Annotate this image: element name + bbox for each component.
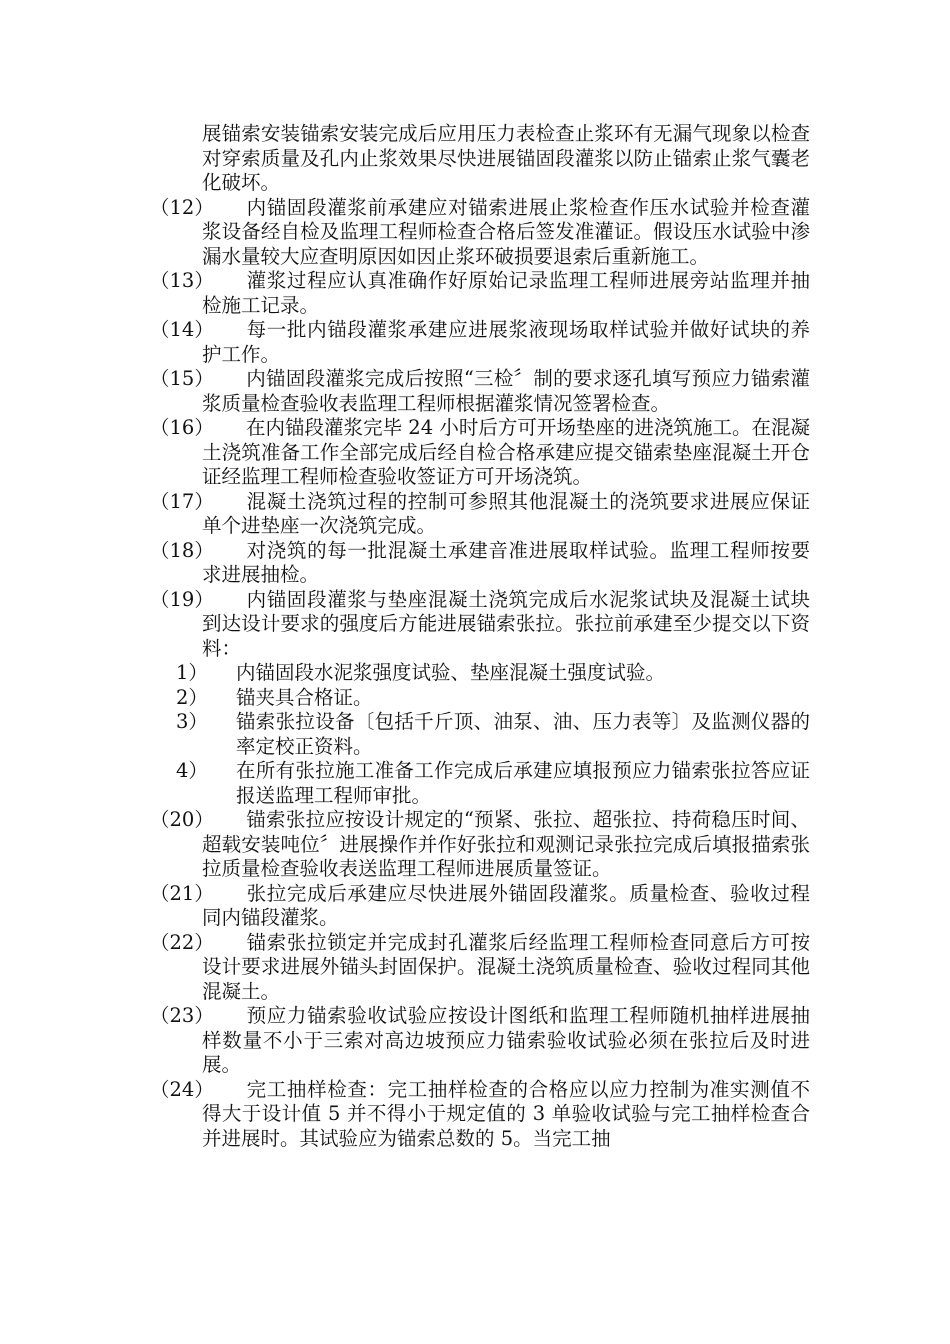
- item-text: [202, 269, 810, 318]
- sub-item-number: 3）: [176, 710, 208, 733]
- item-text: [202, 539, 810, 588]
- item-text: [202, 808, 810, 882]
- list-item: [150, 416, 810, 490]
- item-number: （21）: [150, 881, 214, 905]
- item-text: [202, 1004, 810, 1078]
- sub-list: [150, 661, 810, 808]
- item-text-content: 预应力锚索验收试验应按设计图纸和监理工程师随机抽样进展抽样数量不小于三索对高边坡预应力锚索验收试验必须在张拉后及时进展。: [202, 1004, 810, 1076]
- item-text: [202, 196, 810, 270]
- item-number: （19）: [150, 587, 214, 611]
- item-number: （20）: [150, 808, 214, 831]
- item-text: [202, 490, 810, 539]
- sub-item-number: 4）: [176, 759, 208, 782]
- list-item: [150, 588, 810, 662]
- item-text-content: 灌浆过程应认真准确作好原始记录监理工程师进展旁站监理并抽检施工记录。: [202, 269, 810, 317]
- item-text-content: 内锚固段灌浆完成后按照“三检〞制的要求逐孔填写预应力锚索灌浆质量检查验收表监理工程师根据灌浆情况签署检查。: [202, 367, 810, 415]
- item-number: （15）: [150, 367, 214, 390]
- sub-item-text: 锚夹具合格证。: [236, 685, 373, 709]
- item-number: （12）: [150, 195, 214, 219]
- item-text: [202, 588, 810, 662]
- item-text: [202, 882, 810, 931]
- item-text: [202, 367, 810, 416]
- list-item: [150, 490, 810, 539]
- sub-item-text: 锚索张拉设备〔包括千斤顶、油泵、油、压力表等〕及监测仪器的率定校正资料。: [236, 710, 810, 758]
- list-item: [150, 367, 810, 416]
- continuation-paragraph: 展锚索安装锚索安装完成后应用压力表检查止浆环有无漏气现象以检查对穿索质量及孔内止浆效果尽快进展锚固段灌浆以防止锚索止浆气囊老化破坏。: [202, 122, 810, 194]
- item-number: （14）: [150, 318, 214, 341]
- item-text-content: 张拉完成后承建应尽快进展外锚固段灌浆。质量检查、验收过程同内锚段灌浆。: [202, 881, 810, 929]
- sub-list-item: [150, 661, 810, 686]
- list-item: [150, 269, 810, 318]
- sub-item-text: 在所有张拉施工准备工作完成后承建应填报预应力锚索张拉答应证报送监理工程师审批。: [236, 759, 810, 807]
- list-item: [150, 931, 810, 1005]
- numbered-list: [150, 196, 810, 662]
- item-number: （18）: [150, 538, 214, 562]
- item-number: （23）: [150, 1004, 214, 1027]
- list-item: [150, 318, 810, 367]
- item-text-content: 内锚固段灌浆与垫座混凝土浇筑完成后水泥浆试块及混凝土试块到达设计要求的强度后方能进展锚索张拉。张拉前承建至少提交以下资料：: [202, 587, 810, 660]
- item-number: （16）: [150, 416, 214, 439]
- item-number: （24）: [150, 1077, 214, 1101]
- sub-list-item: [150, 686, 810, 711]
- sub-item-number: 2）: [176, 685, 208, 709]
- sub-item-number: 1）: [176, 661, 208, 684]
- item-text: [202, 931, 810, 1005]
- item-number: （22）: [150, 930, 214, 954]
- item-text-content: 完工抽样检查：完工抽样检查的合格应以应力控制为准实测值不得大于设计值 5 并不得小于规定值的 3 单验收试验与完工抽样检查合并进展时。其试验应为锚索总数的 5。当完工抽: [202, 1077, 810, 1150]
- item-text: [202, 1078, 810, 1152]
- document-body: [150, 122, 810, 1151]
- list-item: [150, 882, 810, 931]
- item-number: （13）: [150, 269, 214, 292]
- item-text-content: 混凝土浇筑过程的控制可参照其他混凝土的浇筑要求进展应保证单个进垫座一次浇筑完成。: [202, 489, 810, 537]
- sub-list-item: [150, 710, 810, 759]
- item-text: [202, 318, 810, 367]
- sub-list-item: [150, 759, 810, 808]
- numbered-list-continued: [150, 808, 810, 1151]
- list-item: [150, 808, 810, 882]
- item-text-content: 内锚固段灌浆前承建应对锚索进展止浆检查作压水试验并检查灌浆设备经自检及监理工程师检查合格后签发准灌证。假设压水试验中渗漏水量较大应查明原因如因止浆环破损要退索后重新施工。: [202, 195, 810, 268]
- list-item: [150, 539, 810, 588]
- item-text-content: 对浇筑的每一批混凝土承建音准进展取样试验。监理工程师按要求进展抽检。: [202, 538, 810, 586]
- sub-item-text: 内锚固段水泥浆强度试验、垫座混凝土强度试验。: [236, 661, 666, 684]
- item-text-content: 在内锚段灌浆完毕 24 小时后方可开场垫座的进浇筑施工。在混凝土浇筑准备工作全部完成后经自检合格承建应提交锚索垫座混凝土开仓证经监理工程师检查验收签证方可开场浇筑。: [202, 416, 810, 488]
- item-text: [202, 416, 810, 490]
- list-item: [150, 1078, 810, 1152]
- item-text-content: 锚索张拉锁定并完成封孔灌浆后经监理工程师检查同意后方可按设计要求进展外锚头封固保护。混凝土浇筑质量检查、验收过程同其他混凝土。: [202, 930, 810, 1003]
- item-text-content: 锚索张拉应按设计规定的“预紧、张拉、超张拉、持荷稳压时间、超载安装吨位〞进展操作并作好张拉和观测记录张拉完成后填报描索张拉质量检查验收表送监理工程师进展质量签证。: [202, 808, 810, 880]
- list-item: [150, 196, 810, 270]
- item-text-content: 每一批内锚段灌浆承建应进展浆液现场取样试验并做好试块的养护工作。: [202, 318, 810, 366]
- list-item: [150, 1004, 810, 1078]
- item-number: （17）: [150, 489, 214, 513]
